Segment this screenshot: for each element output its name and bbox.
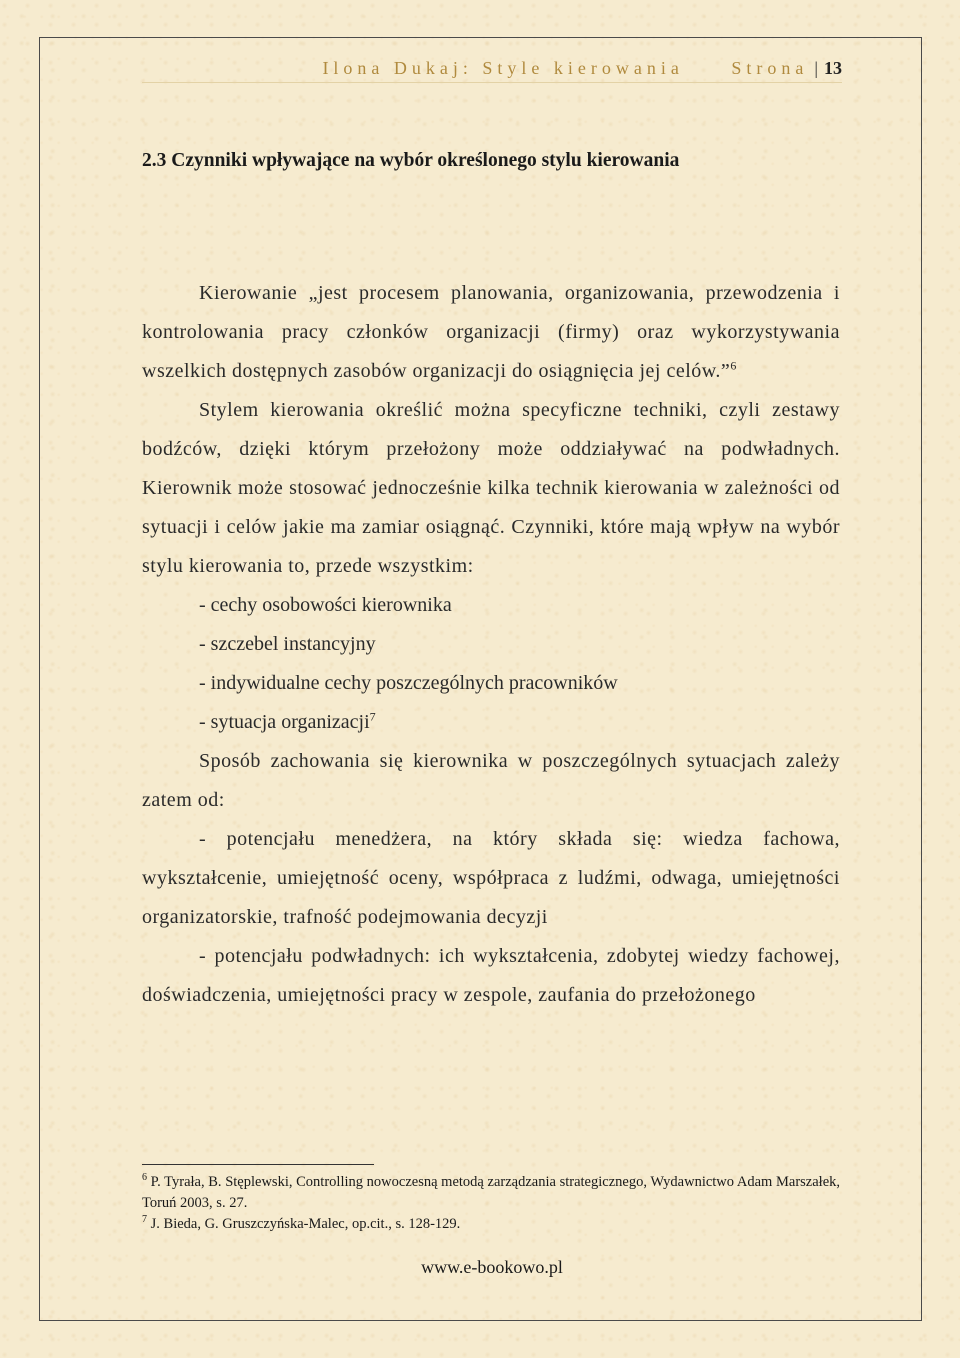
footnote-ref-7: 7 — [369, 709, 376, 724]
footnote — [142, 1172, 840, 1214]
paragraph-definition — [142, 274, 840, 391]
paragraph-manager-potential: - potencjału menedżera, na który składa się: wiedza fachowa, wykształcenie, umiejętność oceny, współpraca z ludźmi, odwaga, umiejętności organizatorskie, trafność podejmowania decyzji — [142, 828, 840, 928]
footnote-number: 7 — [142, 1214, 147, 1226]
footnote-number: 6 — [142, 1172, 147, 1184]
header-page-label: Strona — [731, 58, 809, 78]
list-item: - szczebel instancyjny — [199, 633, 376, 655]
list-item-text: - sytuacja organizacji — [199, 711, 370, 733]
footnote-rule — [142, 1164, 374, 1165]
paragraph-definition-text: Kierowanie „jest procesem planowania, organizowania, przewodzenia i kontrolowania pracy członków organizacji (firmy) oraz wykorzystywania wszelkich dostępnych zasobów organizacji do osiągnięcia jej celów.” — [142, 282, 840, 382]
footer-url: www.e-bookowo.pl — [421, 1257, 563, 1277]
page-number: 13 — [824, 58, 842, 78]
footnote-ref-6: 6 — [730, 358, 737, 373]
header-rule — [142, 82, 842, 83]
list-item: - cechy osobowości kierownika — [199, 594, 452, 616]
footnote-text: P. Tyrała, B. Stęplewski, Controlling nowoczesną metodą zarządzania strategicznego, Wydawnictwo Adam Marszałek, Toruń 2003, s. 27. — [142, 1174, 840, 1211]
paragraph-subordinates-potential: - potencjału podwładnych: ich wykształcenia, zdobytej wiedzy fachowej, doświadczenia, umiejętności pracy w zespole, zaufania do przełożonego — [142, 945, 840, 1006]
footnote — [142, 1214, 840, 1235]
list-item: - indywidualne cechy poszczególnych pracowników — [199, 672, 618, 694]
footnotes — [142, 1172, 840, 1235]
running-header — [142, 58, 842, 79]
paragraph-style: Stylem kierowania określić można specyficzne techniki, czyli zestawy bodźców, dzięki którym przełożony może oddziaływać na podwładnych. Kierownik może stosować jednocześnie kilka technik kierowania w zależności od sytuacji i celów jakie ma zamiar osiągnąć. Czynniki, które mają wpływ na wybór stylu kierowania to, przede wszystkim: — [142, 399, 840, 577]
header-title: Ilona Dukaj: Style kierowania — [322, 58, 684, 78]
list-item — [142, 703, 840, 742]
paragraph-behaviour: Sposób zachowania się kierownika w poszczególnych sytuacjach zależy zatem od: — [142, 750, 840, 811]
footnote-text: J. Bieda, G. Gruszczyńska-Malec, op.cit., s. 128-129. — [150, 1216, 461, 1232]
section-heading: 2.3 Czynniki wpływające na wybór określonego stylu kierowania — [142, 150, 680, 171]
header-separator: | — [814, 58, 818, 78]
body-text — [142, 274, 840, 1015]
